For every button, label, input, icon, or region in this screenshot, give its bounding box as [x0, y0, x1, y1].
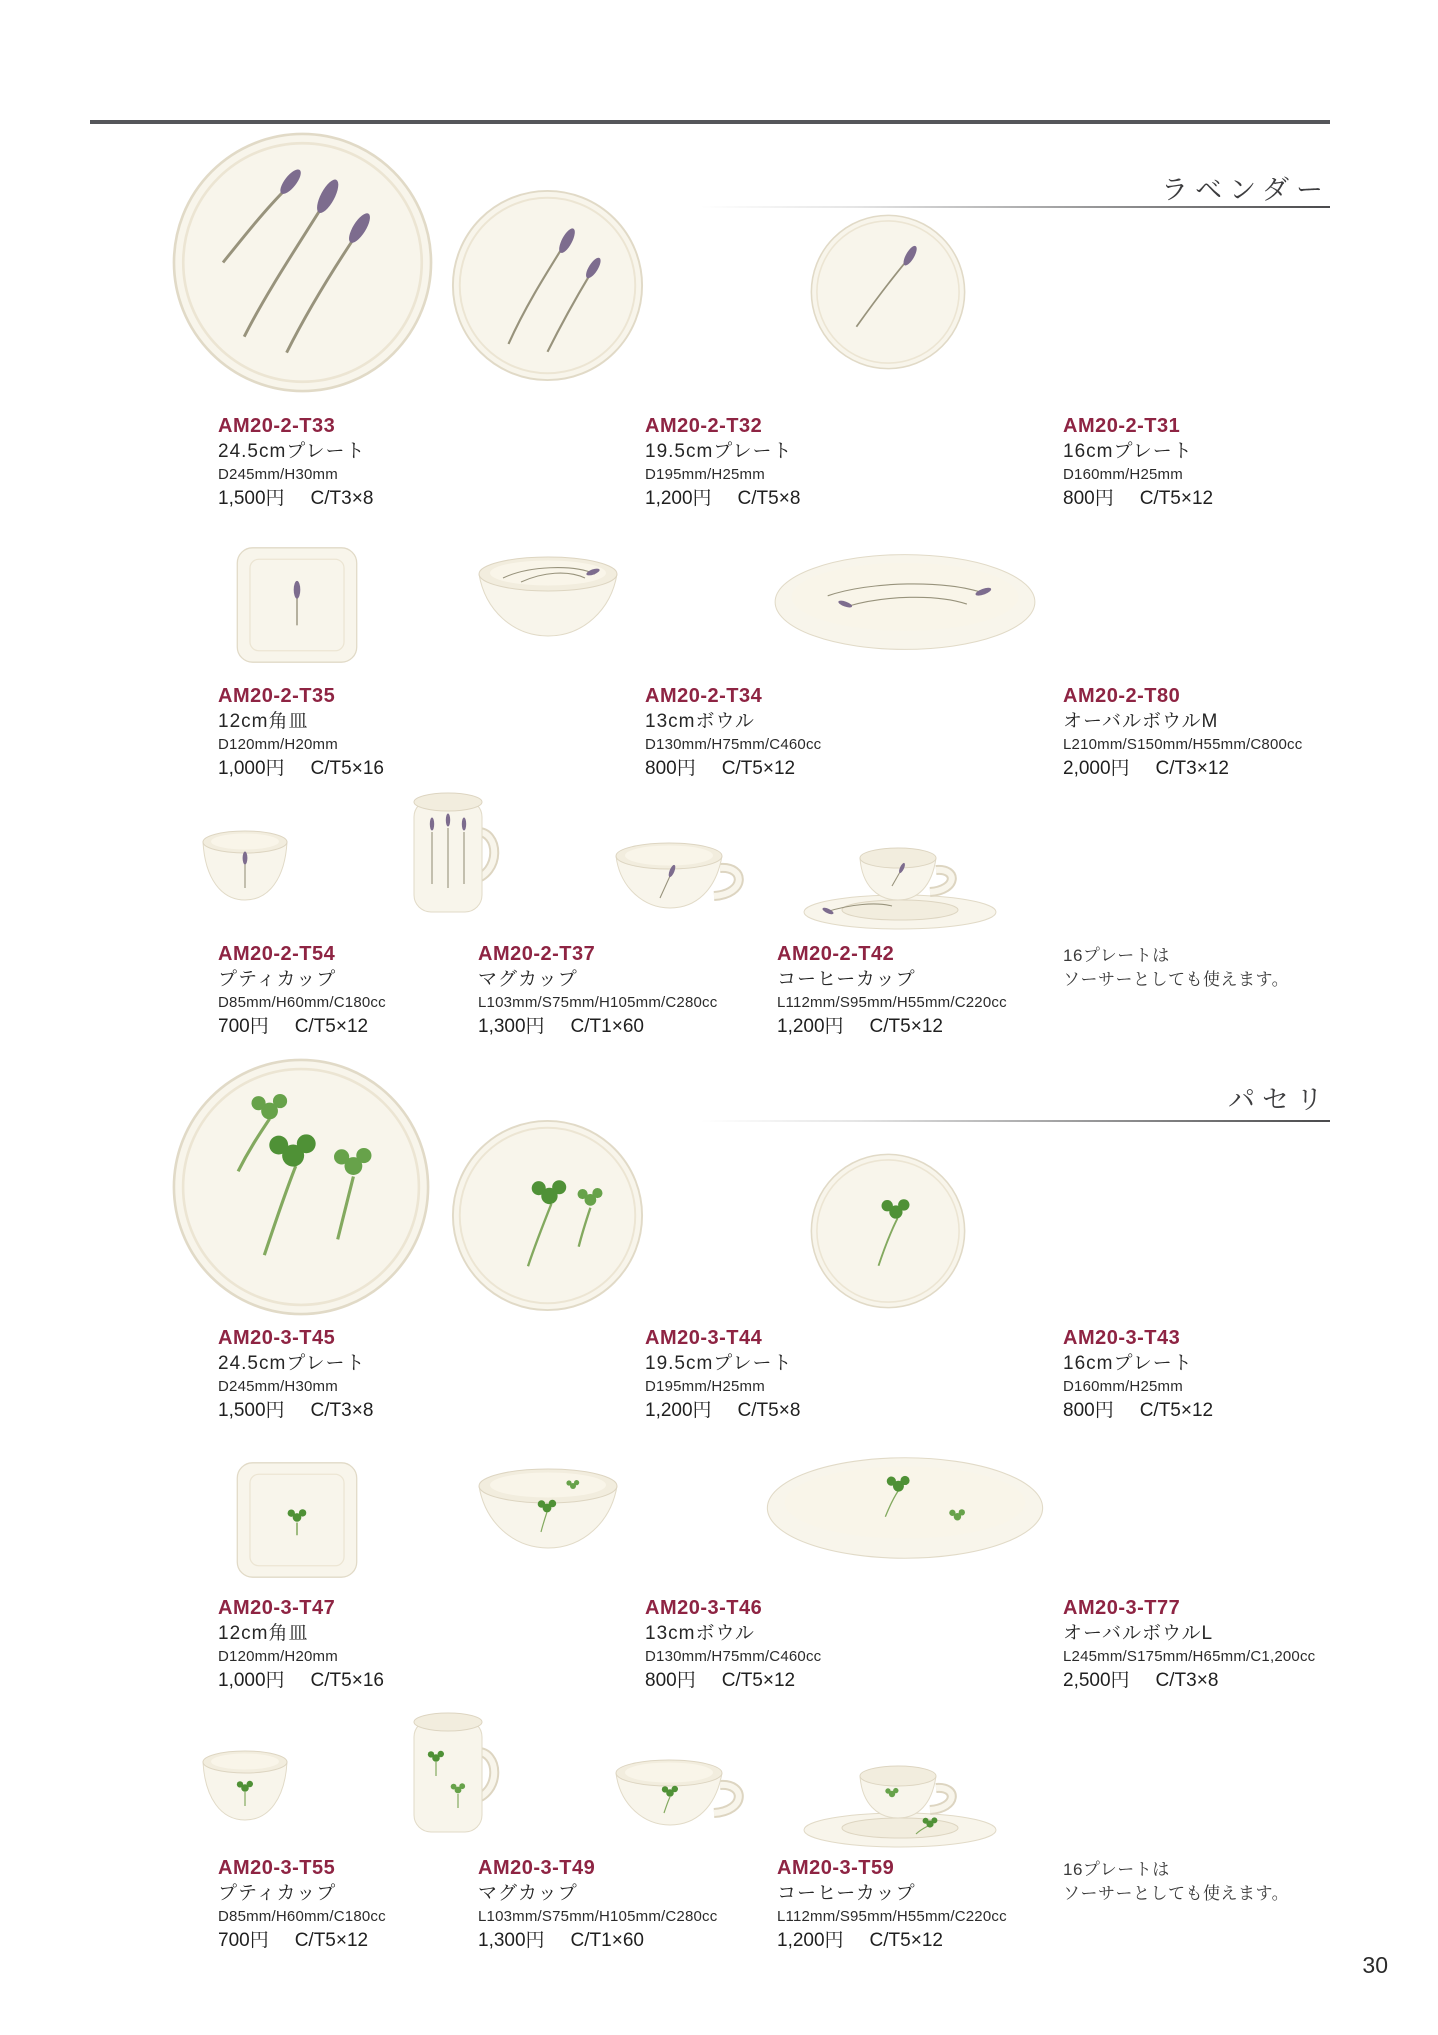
product-price: 1,000円: [218, 758, 285, 779]
product-name: プティカップ: [218, 969, 337, 990]
product-price: 700円: [218, 1930, 269, 1951]
photo-plate-195-lavender: [450, 188, 645, 383]
product-code: AM20-3-T59: [777, 1857, 895, 1879]
product-dimensions: D160mm/H25mm: [1063, 1378, 1183, 1395]
product-dimensions: L245mm/S175mm/H65mm/C1,200cc: [1063, 1648, 1316, 1665]
product-carton: C/T1×60: [570, 1016, 644, 1037]
product-carton: C/T3×8: [310, 488, 374, 509]
product-code: AM20-3-T77: [1063, 1597, 1181, 1619]
product-name: 13cmボウル: [645, 1623, 755, 1644]
product-name: 24.5cmプレート: [218, 1353, 366, 1374]
section-underline: [700, 206, 1330, 208]
product-price: 1,300円: [478, 1930, 545, 1951]
product-dimensions: D245mm/H30mm: [218, 1378, 338, 1395]
saucer-note: 16プレートは ソーサーとしても使えます。: [1063, 946, 1290, 989]
photo-mug-parsley: [394, 1704, 506, 1846]
product-price: 1,200円: [777, 1016, 844, 1037]
product-code: AM20-3-T45: [218, 1327, 336, 1349]
photo-coffee-cup-parsley: [604, 1749, 756, 1841]
photo-oval-bowl-m-lavender: [771, 550, 1039, 654]
product-price: 800円: [645, 1670, 696, 1691]
product-dimensions: D160mm/H25mm: [1063, 466, 1183, 483]
product-carton: C/T5×16: [310, 758, 384, 779]
photo-mug-lavender: [394, 784, 506, 926]
product-code: AM20-2-T35: [218, 685, 336, 707]
saucer-note: 16プレートは ソーサーとしても使えます。: [1063, 1860, 1290, 1903]
product-name: 19.5cmプレート: [645, 441, 793, 462]
top-rule: [90, 120, 1330, 124]
photo-plate-195-parsley: [450, 1118, 645, 1313]
product-name: コーヒーカップ: [777, 969, 916, 990]
product-dimensions: D130mm/H75mm/C460cc: [645, 1648, 822, 1665]
product-carton: C/T5×8: [737, 1400, 801, 1421]
section-title-lavender: ラベンダー: [1161, 175, 1330, 205]
product-code: AM20-2-T34: [645, 685, 763, 707]
product-carton: C/T3×8: [310, 1400, 374, 1421]
photo-bowl-130-lavender: [473, 544, 623, 656]
product-price: 1,200円: [645, 488, 712, 509]
page-number: 30: [1362, 1952, 1388, 1978]
photo-plate-160-lavender: [809, 213, 967, 371]
product-name: 19.5cmプレート: [645, 1353, 793, 1374]
product-code: AM20-3-T43: [1063, 1327, 1181, 1349]
product-carton: C/T5×8: [737, 488, 801, 509]
product-name: 12cm角皿: [218, 1623, 309, 1644]
product-code: AM20-3-T49: [478, 1857, 596, 1879]
product-name: 16cmプレート: [1063, 1353, 1193, 1374]
product-dimensions: D120mm/H20mm: [218, 1648, 338, 1665]
product-carton: C/T5×12: [294, 1930, 369, 1951]
product-name: 24.5cmプレート: [218, 441, 366, 462]
product-code: AM20-2-T32: [645, 415, 763, 437]
product-code: AM20-2-T33: [218, 415, 336, 437]
product-price: 800円: [1063, 1400, 1114, 1421]
product-carton: C/T5×12: [869, 1016, 943, 1037]
product-code: AM20-3-T44: [645, 1327, 763, 1349]
product-price: 700円: [218, 1016, 269, 1037]
product-name: コーヒーカップ: [777, 1883, 916, 1904]
product-code: AM20-2-T37: [478, 943, 596, 965]
product-name: 12cm角皿: [218, 711, 309, 732]
product-carton: C/T5×12: [1139, 488, 1214, 509]
photo-plate-245-parsley: [170, 1056, 432, 1318]
product-name: マグカップ: [478, 1883, 578, 1904]
product-dimensions: L103mm/S75mm/H105mm/C280cc: [478, 994, 718, 1011]
section-title-parsley: パセリ: [1228, 1085, 1330, 1115]
product-price: 1,000円: [218, 1670, 285, 1691]
product-code: AM20-3-T47: [218, 1597, 336, 1619]
product-carton: C/T3×12: [1155, 758, 1229, 779]
photo-coffee-cup-lavender: [604, 832, 756, 924]
product-dimensions: D195mm/H25mm: [645, 466, 765, 483]
product-price: 1,500円: [218, 1400, 285, 1421]
product-code: AM20-2-T31: [1063, 415, 1181, 437]
photo-square-plate-lavender: [233, 544, 361, 666]
product-dimensions: D85mm/H60mm/C180cc: [218, 1908, 386, 1925]
product-name: オーバルボウルL: [1063, 1623, 1214, 1644]
product-price: 1,200円: [777, 1930, 844, 1951]
product-carton: C/T5×16: [310, 1670, 384, 1691]
product-price: 1,500円: [218, 488, 285, 509]
product-code: AM20-3-T46: [645, 1597, 763, 1619]
photo-petit-cup-parsley: [189, 1742, 301, 1834]
product-dimensions: L103mm/S75mm/H105mm/C280cc: [478, 1908, 718, 1925]
photo-plate-245-lavender: [170, 130, 435, 395]
photo-square-plate-parsley: [233, 1459, 361, 1581]
section-underline: [700, 1120, 1330, 1122]
product-carton: C/T5×12: [721, 758, 796, 779]
photo-bowl-130-parsley: [473, 1456, 623, 1568]
product-dimensions: D85mm/H60mm/C180cc: [218, 994, 386, 1011]
product-name: プティカップ: [218, 1883, 337, 1904]
photo-petit-cup-lavender: [189, 822, 301, 914]
product-name: 16cmプレート: [1063, 441, 1193, 462]
photo-plate-160-parsley: [809, 1152, 967, 1310]
photo-cup-and-saucer-parsley: [796, 1746, 1004, 1850]
product-price: 800円: [1063, 488, 1114, 509]
product-dimensions: D120mm/H20mm: [218, 736, 338, 753]
product-code: AM20-3-T55: [218, 1857, 336, 1879]
photo-cup-and-saucer-lavender: [796, 828, 1004, 932]
product-carton: C/T5×12: [869, 1930, 943, 1951]
product-carton: C/T1×60: [570, 1930, 644, 1951]
product-name: 13cmボウル: [645, 711, 755, 732]
product-code: AM20-2-T80: [1063, 685, 1181, 707]
product-price: 2,500円: [1063, 1670, 1130, 1691]
product-dimensions: D245mm/H30mm: [218, 466, 338, 483]
product-code: AM20-2-T54: [218, 943, 336, 965]
product-name: マグカップ: [478, 969, 578, 990]
product-dimensions: D130mm/H75mm/C460cc: [645, 736, 822, 753]
product-price: 2,000円: [1063, 758, 1130, 779]
photo-oval-bowl-l-parsley: [763, 1453, 1047, 1563]
product-dimensions: L210mm/S150mm/H55mm/C800cc: [1063, 736, 1303, 753]
product-code: AM20-2-T42: [777, 943, 895, 965]
product-dimensions: L112mm/S95mm/H55mm/C220cc: [777, 994, 1007, 1011]
product-price: 1,300円: [478, 1016, 545, 1037]
product-carton: C/T3×8: [1155, 1670, 1219, 1691]
product-price: 1,200円: [645, 1400, 712, 1421]
product-carton: C/T5×12: [1139, 1400, 1214, 1421]
product-dimensions: D195mm/H25mm: [645, 1378, 765, 1395]
product-name: オーバルボウルM: [1063, 711, 1219, 732]
product-carton: C/T5×12: [721, 1670, 796, 1691]
product-price: 800円: [645, 758, 696, 779]
product-carton: C/T5×12: [294, 1016, 369, 1037]
product-dimensions: L112mm/S95mm/H55mm/C220cc: [777, 1908, 1007, 1925]
